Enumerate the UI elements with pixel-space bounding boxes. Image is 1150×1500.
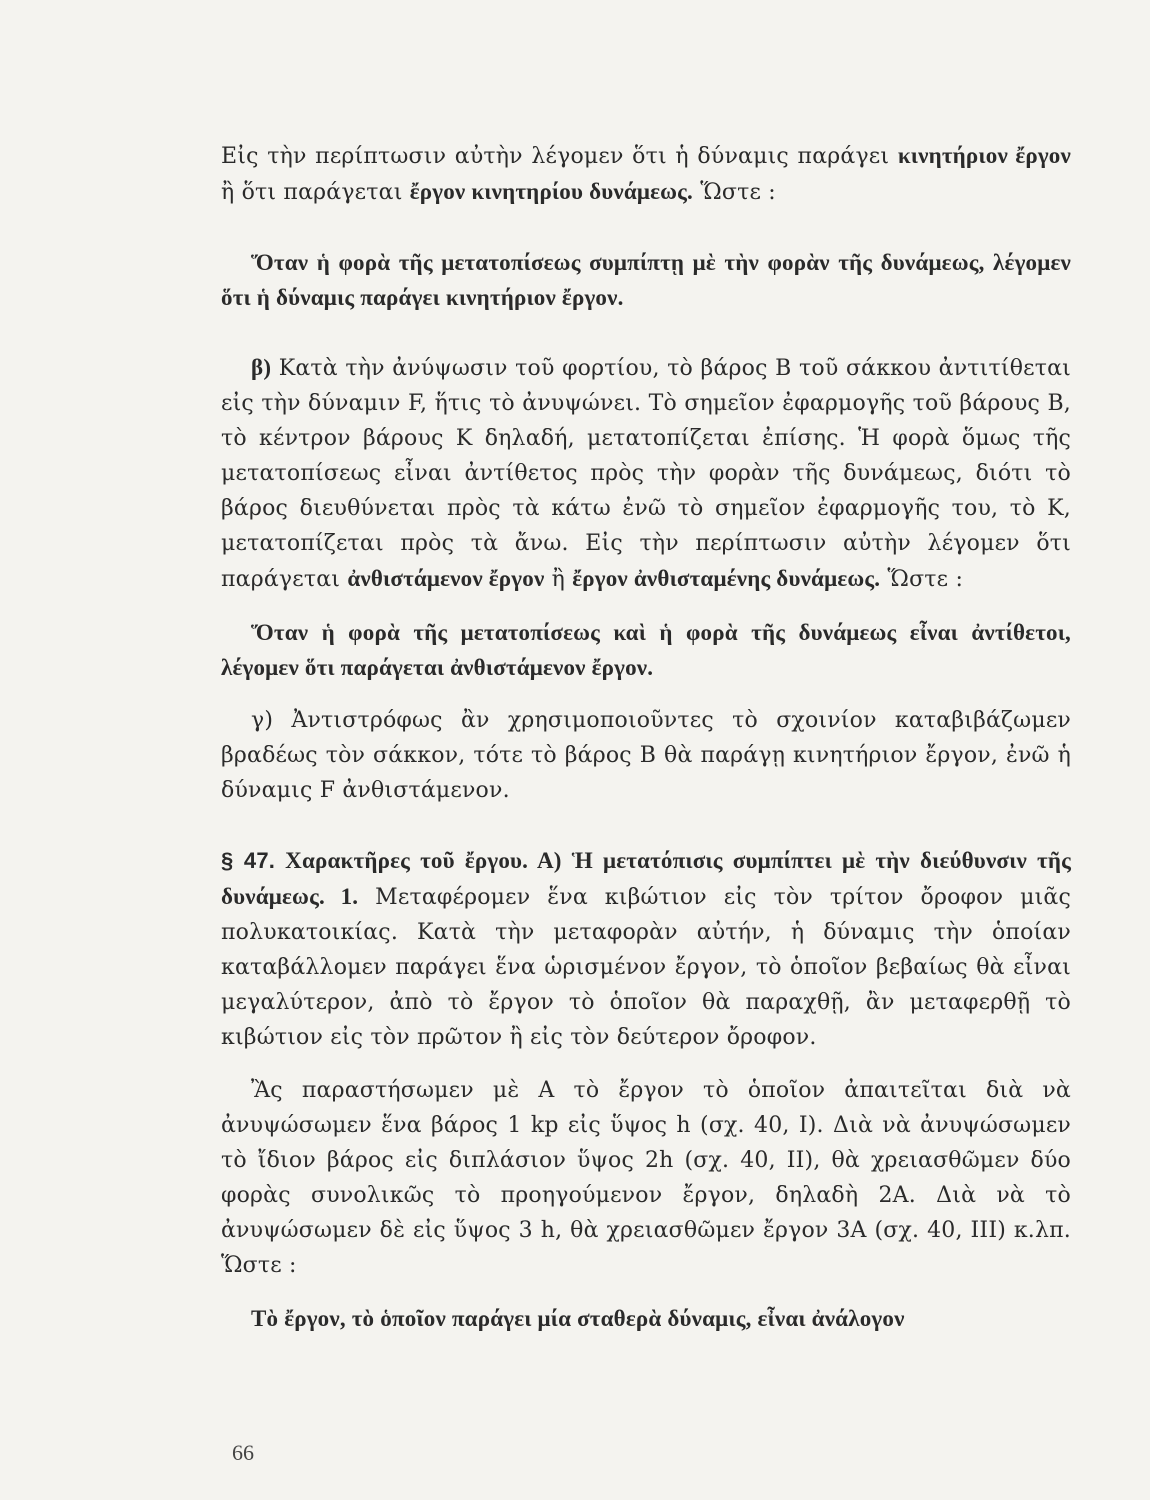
section-number: § 47. xyxy=(221,848,276,873)
paragraph-gamma: γ) Ἀντιστρόφως ἂν χρησιμοποιοῦντες τὸ σχοινίον καταβιβάζωμεν βραδέως τὸν σάκκον, τότε τὸ βάρος Β θὰ παράγῃ κινητήριον ἔργον, ἐνῶ ἡ δύναμις F ἀνθιστάμενον. xyxy=(221,708,1071,803)
section-47: § 47. Χαρακτῆρες τοῦ ἔργου. Α) Ἡ μετατόπισις συμπίπτει μὲ τὴν διεύθυνσιν τῆς δυνάμεως. 1. Μεταφέρομεν ἕνα κιβώτιον εἰς τὸν τρίτον ὄροφον μιᾶς πολυκατοικίας. Κατὰ τὴν μεταφορὰν αὐτήν, ἡ δύναμις τὴν ὁποίαν καταβάλλομεν παράγει ἕνα ὡρισμένον ἔργον, τὸ ὁποῖον βεβαίως θὰ εἶναι μεγαλύτερον, ἀπὸ τὸ ἔργον τὸ ὁποῖον θὰ παραχθῇ, ἂν μεταφερθῇ τὸ κιβώτιον εἰς τὸν πρῶτον ἢ εἰς τὸν δεύτερον ὄροφον. xyxy=(221,848,1071,1050)
rule-resisting-work: Ὅταν ἡ φορὰ τῆς μετατοπίσεως καὶ ἡ φορὰ τῆς δυνάμεως εἶναι ἀντίθετοι, λέγομεν ὅτι παράγεται ἀνθιστάμενον ἔργον. xyxy=(221,620,1071,680)
rule-proportional: Τὸ ἔργον, τὸ ὁποῖον παράγει μία σταθερὰ δύναμις, εἶναι ἀνάλογον xyxy=(251,1306,905,1331)
section-heading: Χαρακτῆρες τοῦ ἔργου. Α) Ἡ μετατόπισις συμπίπτει μὲ τὴν διεύθυνσιν τῆς δυνάμεως. 1. xyxy=(221,848,1071,909)
item-label-beta: β) xyxy=(251,355,272,380)
paragraph-intro: Εἰς τὴν περίπτωσιν αὐτὴν λέγομεν ὅτι ἡ δύναμις παράγει κινητήριον ἔργον ἢ ὅτι παράγεται ἔργον κινητηρίου δυνάμεως. Ὥστε : xyxy=(221,143,1071,205)
paragraph-beta: β) Κατὰ τὴν ἀνύψωσιν τοῦ φορτίου, τὸ βάρος Β τοῦ σάκκου ἀντιτίθεται εἰς τὴν δύναμιν F, ἥτις τὸ ἀνυψώνει. Τὸ σημεῖον ἐφαρμογῆς τοῦ βάρους Β, τὸ κέντρον βάρους Κ δηλαδή, μετατοπίζεται ἐπίσης. Ἡ φορὰ ὅμως τῆς μετατοπίσεως εἶναι ἀντίθετος πρὸς τὴν φορὰν τῆς δυνάμεως, διότι τὸ βάρος διευθύνεται πρὸς τὰ κάτω ἐνῶ τὸ σημεῖον ἐφαρμογῆς του, τὸ Κ, μετατοπίζεται πρὸς τὰ ἄνω. Εἰς τὴν περίπτωσιν αὐτὴν λέγομεν ὅτι παράγεται ἀνθιστάμενον ἔργον ἢ ἔργον ἀνθισταμένης δυνάμεως. Ὥστε : xyxy=(221,355,1071,592)
page-body xyxy=(221,138,1071,1336)
rule-motive-work: Ὅταν ἡ φορὰ τῆς μετατοπίσεως συμπίπτῃ μὲ τὴν φορὰν τῆς δυνάμεως, λέγομεν ὅτι ἡ δύναμις παράγει κινητήριον ἔργον. xyxy=(221,250,1071,310)
term-resisting-force-work: ἔργον ἀνθισταμένης δυνάμεως. xyxy=(572,566,881,591)
page-number: 66 xyxy=(232,1440,254,1465)
paragraph-example: Ἂς παραστήσωμεν μὲ Α τὸ ἔργον τὸ ὁποῖον ἀπαιτεῖται διὰ νὰ ἀνυψώσωμεν ἕνα βάρος 1 kp εἰς ὕψος h (σχ. 40, I). Διὰ νὰ ἀνυψώσωμεν τὸ ἴδιον βάρος εἰς διπλάσιον ὕψος 2h (σχ. 40, II), θὰ χρειασθῶμεν δύο φορὰς συνολικῶς τὸ προηγούμενον ἔργον, δηλαδὴ 2Α. Διὰ νὰ τὸ ἀνυψώσωμεν δὲ εἰς ὕψος 3 h, θὰ χρειασθῶμεν ἔργον 3Α (σχ. 40, III) κ.λπ. Ὥστε : xyxy=(221,1078,1071,1278)
term-motive-work: κινητήριον ἔργον xyxy=(897,143,1071,168)
term-motive-force-work: ἔργον κινητηρίου δυνάμεως. xyxy=(409,179,693,204)
term-resisting-work: ἀνθιστάμενον ἔργον xyxy=(347,566,545,591)
